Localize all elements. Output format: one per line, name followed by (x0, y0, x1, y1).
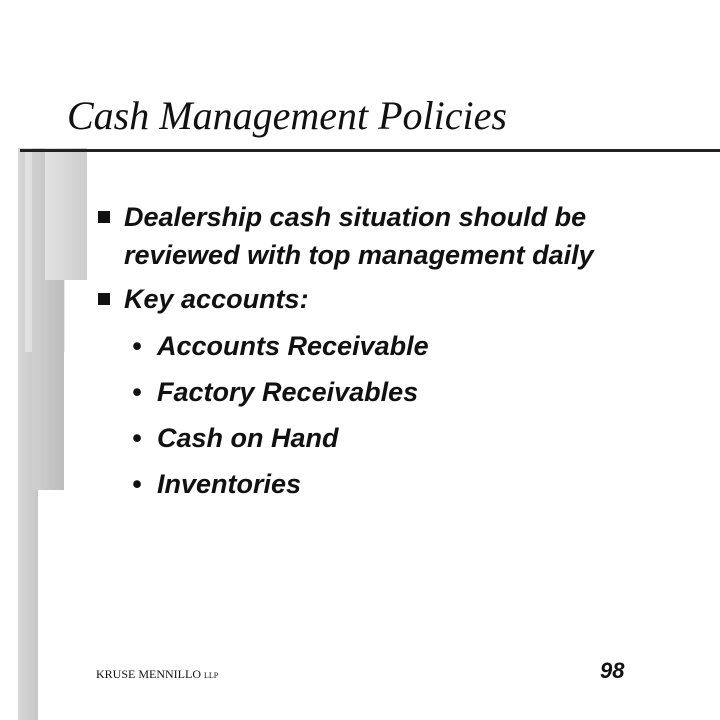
footer-firm-name (96, 667, 218, 682)
sub-list-item (0, 419, 720, 465)
bullet-text-line: Key accounts: (124, 284, 309, 314)
square-bullet-icon (98, 211, 110, 223)
sub-list-item (0, 373, 720, 419)
sub-list-item (0, 327, 720, 373)
dot-bullet-icon: • (132, 331, 142, 361)
sub-item-text: Inventories (157, 469, 302, 499)
dot-bullet-icon: • (132, 469, 142, 499)
page-number: 98 (600, 658, 625, 683)
firm-name: KRUSE MENNILLO (96, 667, 201, 681)
sub-item-text: Cash on Hand (157, 423, 339, 453)
sub-item-text: Factory Receivables (157, 377, 419, 407)
square-bullet-icon (98, 293, 110, 305)
bullet-text-line: reviewed with top management daily (124, 240, 594, 270)
dot-bullet-icon: • (132, 377, 142, 407)
firm-suffix: LLP (204, 671, 219, 680)
sub-item-text: Accounts Receivable (157, 331, 429, 361)
bullet-text-line: Dealership cash situation should be (124, 202, 587, 232)
dot-bullet-icon: • (132, 423, 142, 453)
slide-title: Cash Management Policies (67, 93, 507, 138)
sub-list-item (0, 465, 720, 511)
title-divider (20, 149, 720, 152)
